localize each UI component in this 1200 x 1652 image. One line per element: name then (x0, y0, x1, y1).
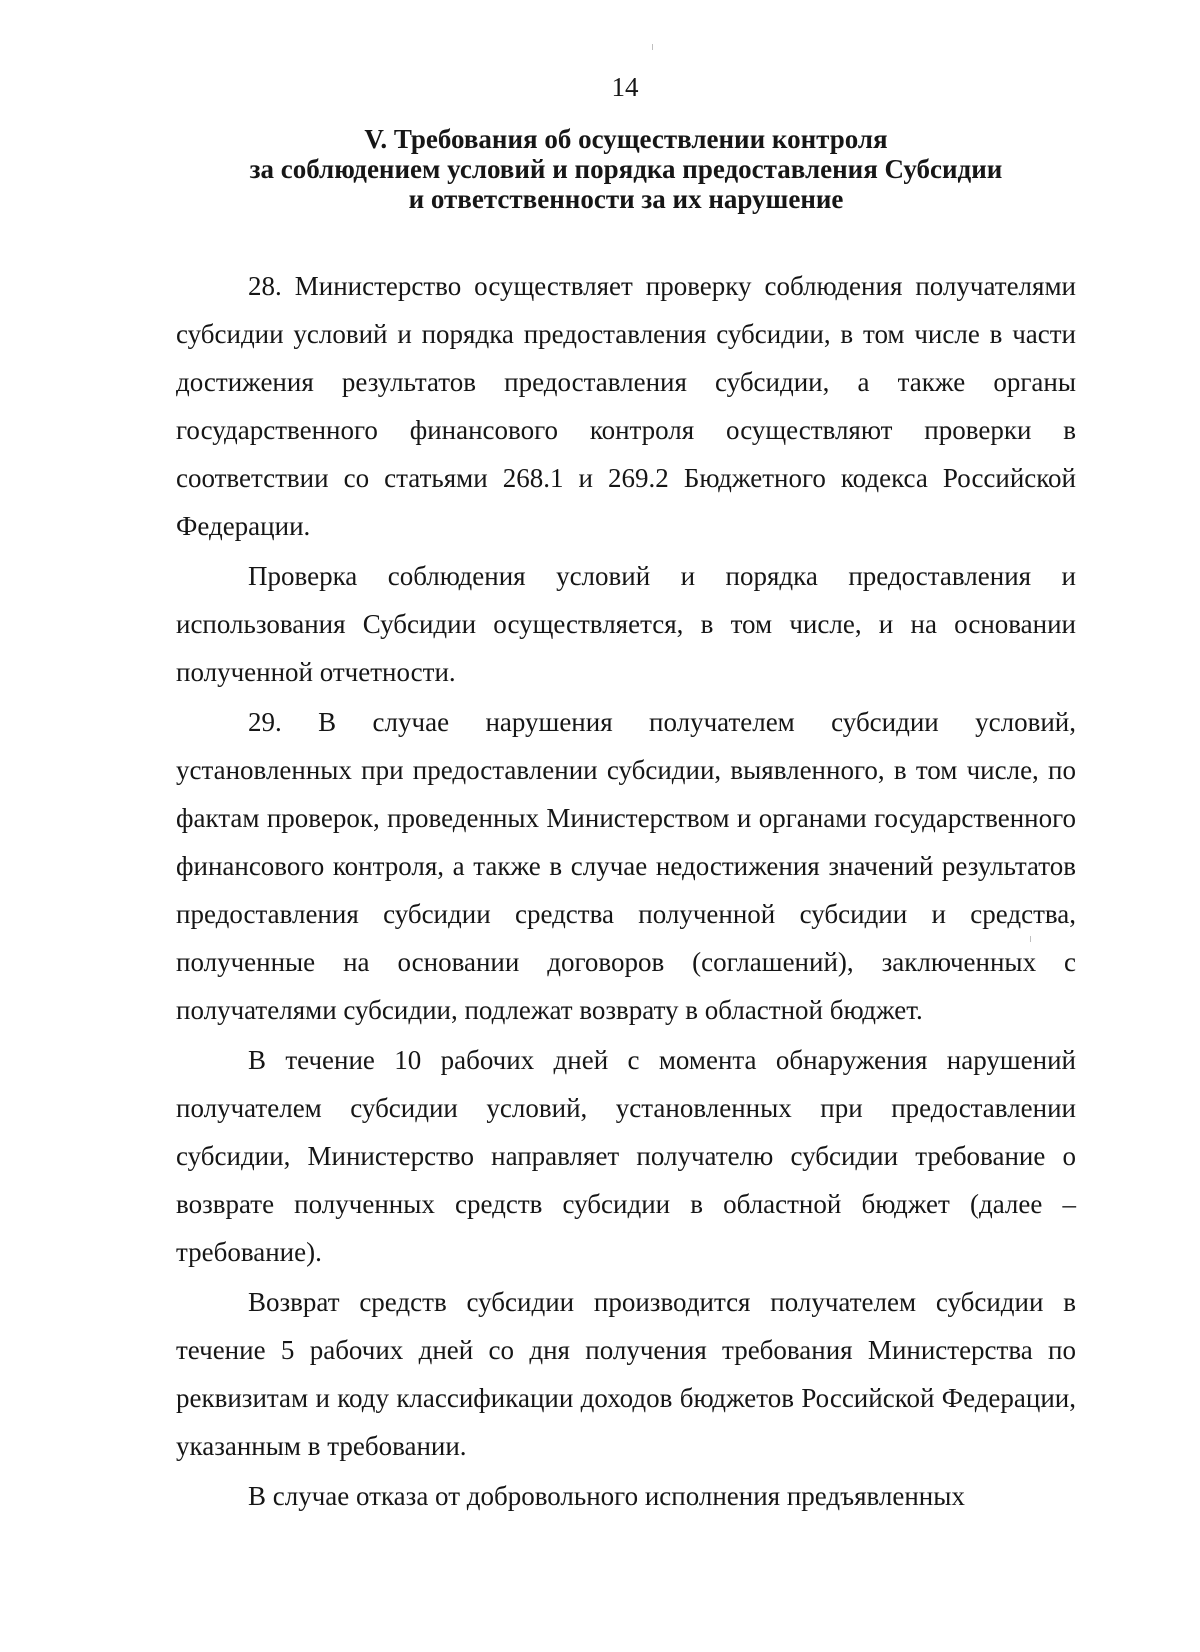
paragraph-refusal: В случае отказа от добровольного исполнения предъявленных (248, 1481, 965, 1511)
page-number: 14 (611, 72, 639, 102)
document-body (176, 262, 1076, 1522)
paragraph-demand-notice: В течение 10 рабочих дней с момента обнаружения нарушений получателем субсидии условий, установленных при предоставлении субсидии, Министерство направляет получателю субсидии требование о возврате полученных средств субсидии в областной бюджет (далее – требование). (176, 1045, 1076, 1267)
paragraph-29: 29. В случае нарушения получателем субсидии условий, установленных при предоставлении субсидии, выявленного, в том числе, по фактам проверок, проведенных Министерством и органами государственного финансового контроля, а также в случае недостижения значений результатов предоставления субсидии средства полученной субсидии и средства, полученные на основании договоров (соглашений), заключенных с получателями субсидии, подлежат возврату в областной бюджет. (176, 707, 1076, 1025)
paragraph-28: 28. Министерство осуществляет проверку соблюдения получателями субсидии условий и порядка предоставления субсидии, в том числе в части достижения результатов предоставления субсидии, а также органы государственного финансового контроля осуществляют проверки в соответствии со статьями 268.1 и 269.2 Бюджетного кодекса Российской Федерации. (176, 271, 1076, 541)
paragraph-refund: Возврат средств субсидии производится получателем субсидии в течение 5 рабочих дней со дня получения требования Министерства по реквизитам и коду классификации доходов бюджетов Российской Федерации, указанным в требовании. (176, 1287, 1076, 1461)
section-heading-line-3: и ответственности за их нарушение (408, 184, 844, 214)
section-heading-line-1: V. Требования об осуществлении контроля (364, 124, 888, 154)
scan-mark (652, 44, 653, 50)
section-heading-line-2: за соблюдением условий и порядка предоставления Субсидии (249, 154, 1003, 184)
paragraph-verification: Проверка соблюдения условий и порядка предоставления и использования Субсидии осуществляется, в том числе, и на основании полученной отчетности. (176, 561, 1076, 687)
section-heading (176, 124, 1076, 214)
